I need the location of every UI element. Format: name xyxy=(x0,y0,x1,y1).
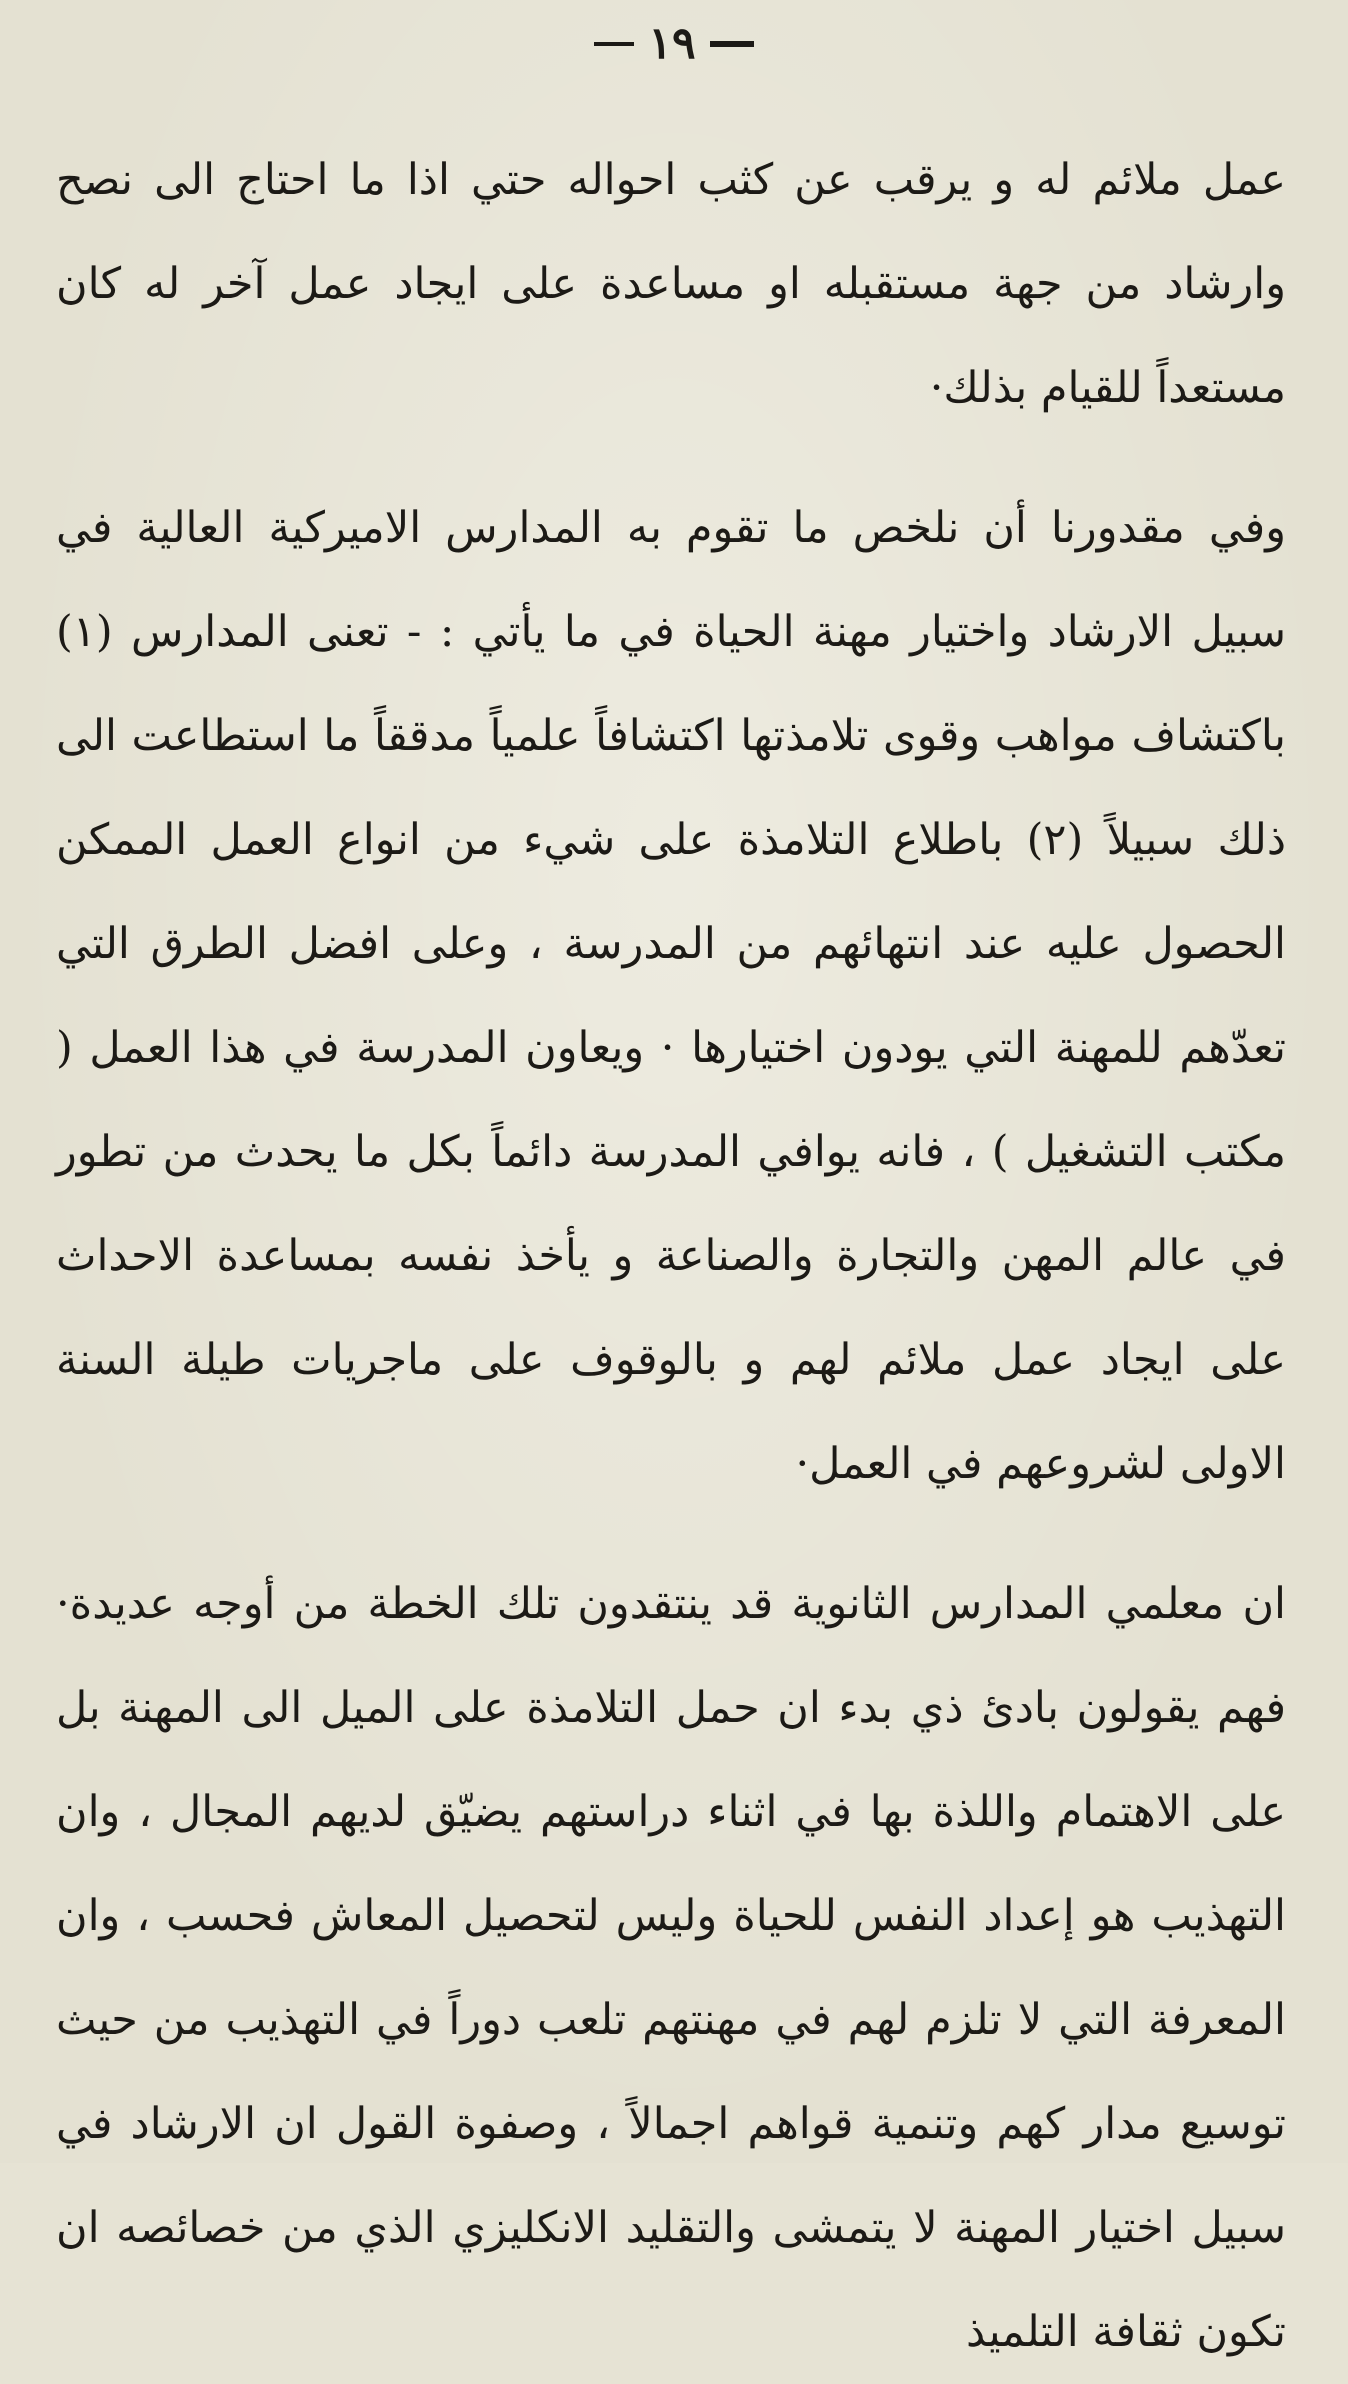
paragraph-3: ان معلمي المدارس الثانوية قد ينتقدون تلك الخطة من أوجه عديدة· فهم يقولون بادئ ذي بدء ان حمل التلامذة على الميل الى المهنة بل على الاهتمام واللذة بها في اثناء دراستهم يضيّق لديهم المجال ، وان التهذيب هو إعداد النفس للحياة وليس لتحصيل المعاش فحسب ، وان المعرفة التي لا تلزم لهم في مهنتهم تلعب دوراً في التهذيب من حيث توسيع مدار كهم وتنمية قواهم اجمالاً ، وصفوة القول ان الارشاد في سبيل اختيار المهنة لا يتمشى والتقليد الانكليزي الذي من خصائصه ان تكون ثقافة التلميذ xyxy=(56,1579,1286,2357)
header-dash-left xyxy=(594,42,634,46)
page-number: ١٩ xyxy=(648,18,696,69)
page-body xyxy=(56,128,1286,2384)
header-dash-right xyxy=(710,41,754,47)
page-header xyxy=(0,18,1348,69)
paragraph-1: عمل ملائم له و يرقب عن كثب احواله حتي اذا ما احتاج الى نصح وارشاد من جهة مستقبله او مساعدة على ايجاد عمل آخر له كان مستعداً للقيام بذلك· xyxy=(56,155,1286,413)
paragraph-2: وفي مقدورنا أن نلخص ما تقوم به المدارس الاميركية العالية في سبيل الارشاد واختيار مهنة الحياة في ما يأتي : - تعنى المدارس (١) باكتشاف مواهب وقوى تلامذتها اكتشافاً علمياً مدققاً ما استطاعت الى ذلك سبيلاً (٢) باطلاع التلامذة على شيء من انواع العمل الممكن الحصول عليه عند انتهائهم من المدرسة ، وعلى افضل الطرق التي تعدّهم للمهنة التي يودون اختيارها · ويعاون المدرسة في هذا العمل ( مكتب التشغيل ) ، فانه يوافي المدرسة دائماً بكل ما يحدث من تطور في عالم المهن والتجارة والصناعة و يأخذ نفسه بمساعدة الاحداث على ايجاد عمل ملائم لهم و بالوقوف على ماجريات طيلة السنة الاولى لشروعهم في العمل· xyxy=(56,503,1287,1489)
